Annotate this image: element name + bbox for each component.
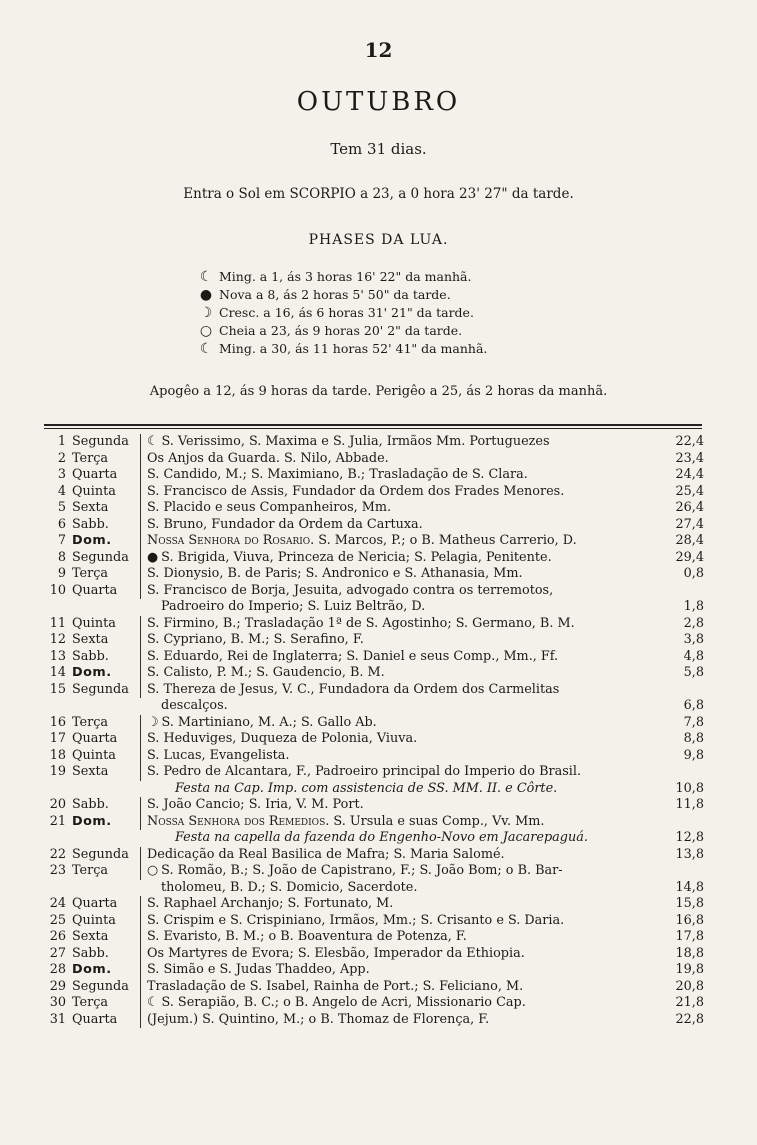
saint-line: S. Martiniano, M. A.; S. Gallo Ab.: [161, 714, 377, 730]
weekday: Sexta: [70, 500, 141, 517]
weekday: Quarta: [70, 583, 141, 600]
saint-line: S. Pedro de Alcantara, F., Padroeiro principal do Imperio do Brasil.: [147, 764, 582, 779]
moon-phase-icon: ●: [199, 287, 213, 303]
moon-age: 27,4: [675, 516, 704, 532]
calendar-table: [44, 434, 704, 1028]
saint-text: [141, 731, 660, 748]
table-row: [44, 962, 704, 979]
table-row: [44, 847, 704, 864]
moon-age: 12,8: [675, 830, 704, 845]
saint-text: [141, 451, 660, 468]
saint-line: S. Bruno, Fundador da Ordem da Cartuxa.: [147, 516, 423, 532]
saint-text: [141, 847, 660, 864]
saint-line: S. Crispim e S. Crispiniano, Irmãos, Mm.; S. Crisanto e S. Daria.: [147, 912, 565, 928]
moon-phases-list: [196, 268, 576, 358]
moon-phase-icon: ☾: [199, 341, 213, 357]
weekday: Dom.: [70, 665, 141, 682]
saint-text: [141, 566, 660, 583]
table-row: [44, 484, 704, 501]
weekday: Sabb.: [70, 946, 141, 963]
phase-row: [196, 286, 576, 304]
table-row: [44, 434, 704, 451]
table-row: [44, 731, 704, 748]
saint-line: S. Calisto, P. M.; S. Gaudencio, B. M.: [147, 665, 385, 680]
table-row: [44, 929, 704, 946]
weekday: Segunda: [70, 550, 141, 567]
moon-age: 9,8: [683, 747, 704, 763]
day-number: 13: [49, 648, 66, 664]
day-number: 6: [57, 516, 66, 532]
day-number: 25: [49, 912, 66, 928]
feast-title: Nossa Senhora dos Remedios.: [147, 813, 330, 829]
weekday: Sexta: [70, 764, 141, 781]
day-number: 3: [57, 467, 66, 482]
moon-age: 2,8: [683, 615, 704, 631]
saint-text: [141, 764, 660, 797]
saint-line: S. Simão e S. Judas Thaddeo, App.: [147, 962, 370, 977]
day-number: 30: [49, 995, 66, 1010]
day-number: 12: [49, 632, 66, 647]
feast-title: Nossa Senhora do Rosario.: [147, 533, 315, 548]
day-number: 5: [57, 500, 66, 515]
sun-entry: Entra o Sol em SCORPIO a 23, a 0 hora 23' 27" da tarde.: [183, 186, 574, 202]
saint-text: [141, 797, 660, 814]
saint-line: S. Marcos, P.; o B. Matheus Carrerio, D.: [314, 533, 577, 548]
saint-text: [141, 616, 660, 633]
moon-age: 3,8: [683, 632, 704, 647]
day-number: 31: [49, 1011, 66, 1027]
moon-phase-icon: ☾: [199, 269, 213, 285]
table-row: [44, 616, 704, 633]
moon-phase-icon: ☽: [147, 714, 159, 730]
moon-phase-icon: ○: [199, 323, 213, 339]
weekday: Sabb.: [70, 517, 141, 534]
weekday: Sabb.: [70, 797, 141, 814]
divider: [44, 424, 702, 426]
table-row: [44, 583, 704, 616]
phase-row: [196, 340, 576, 358]
saint-line: Trasladação de S. Isabel, Rainha de Port.; S. Feliciano, M.: [147, 978, 524, 994]
saint-text: [141, 715, 660, 732]
phase-row: [196, 304, 576, 322]
saint-text: [141, 434, 660, 451]
table-row: [44, 517, 704, 534]
phase-text: Cresc. a 16, ás 6 horas 31' 21" da tarde.: [219, 305, 474, 320]
saint-text: [141, 665, 660, 682]
saint-text: [141, 533, 660, 550]
feast-note: Festa na capella da fazenda do Engenho-Novo em Jacarepaguá.: [175, 830, 588, 845]
day-number: 2: [57, 450, 66, 466]
moon-age: 25,4: [675, 483, 704, 499]
subtitle: Tem 31 dias.: [330, 140, 427, 158]
day-number: 4: [57, 483, 66, 499]
table-row: [44, 979, 704, 996]
saint-line: Os Anjos da Guarda. S. Nilo, Abbade.: [147, 450, 389, 466]
weekday: Segunda: [70, 434, 141, 451]
saint-text: [141, 500, 660, 517]
weekday: Dom.: [70, 962, 141, 979]
moon-age: 28,4: [675, 533, 704, 548]
saint-line: S. Raphael Archanjo; S. Fortunato, M.: [147, 896, 394, 911]
day-number: 16: [49, 714, 66, 730]
weekday: Dom.: [70, 814, 141, 831]
saint-text: [141, 467, 660, 484]
saint-line: S. Evaristo, B. M.; o B. Boaventura de Potenza, F.: [147, 929, 467, 944]
moon-age: 7,8: [683, 714, 704, 730]
saint-line: S. Placido e seus Companheiros, Mm.: [147, 500, 392, 515]
table-row: [44, 995, 704, 1012]
moon-age: 6,8: [683, 698, 704, 713]
weekday: Quinta: [70, 616, 141, 633]
saint-text: [141, 583, 660, 616]
phase-row: [196, 322, 576, 340]
day-number: 15: [49, 681, 66, 697]
day-number: 20: [49, 797, 66, 812]
weekday: Terça: [70, 715, 141, 732]
day-number: 10: [49, 582, 66, 598]
table-row: [44, 946, 704, 963]
table-row: [44, 682, 704, 715]
weekday: Sexta: [70, 929, 141, 946]
saint-text: [141, 995, 660, 1012]
page-title: OUTUBRO: [296, 87, 461, 117]
saint-line: S. Dionysio, B. de Paris; S. Andronico e S. Athanasia, Mm.: [147, 566, 523, 581]
saint-text: [141, 946, 660, 963]
moon-age: 14,8: [675, 879, 704, 895]
saint-line: S. Verissimo, S. Maxima e S. Julia, Irmãos Mm. Portuguezes: [161, 434, 550, 449]
moon-age: 22,8: [675, 1011, 704, 1027]
moon-age: 15,8: [675, 896, 704, 911]
moon-age: 23,4: [675, 450, 704, 466]
day-number: 19: [49, 764, 66, 779]
weekday: Terça: [70, 451, 141, 468]
moon-age: 1,8: [683, 599, 704, 614]
moon-age: 29,4: [675, 549, 704, 565]
phase-row: [196, 268, 576, 286]
weekday: Quarta: [70, 1012, 141, 1029]
day-number: 9: [57, 566, 66, 581]
day-number: 27: [49, 945, 66, 961]
moon-age: 20,8: [675, 978, 704, 994]
day-number: 7: [57, 533, 66, 548]
moon-age: 5,8: [683, 665, 704, 680]
saint-text: [141, 484, 660, 501]
weekday: Segunda: [70, 682, 141, 699]
table-row: [44, 797, 704, 814]
table-row: [44, 665, 704, 682]
moon-age: 19,8: [675, 962, 704, 977]
saint-line: S. Romão, B.; S. João de Capistrano, F.; S. João Bom; o B. Bar-: [161, 863, 563, 878]
saint-line: S. Serapião, B. C.; o B. Angelo de Acri, Missionario Cap.: [161, 995, 526, 1010]
saint-text: [141, 517, 660, 534]
moon-age: 21,8: [675, 995, 704, 1010]
moon-age: 11,8: [675, 797, 704, 812]
saint-line: S. Candido, M.; S. Maximiano, B.; Trasladação de S. Clara.: [147, 467, 528, 482]
table-row: [44, 764, 704, 797]
day-number: 22: [49, 846, 66, 862]
table-row: [44, 533, 704, 550]
moon-phase-icon: ☾: [147, 434, 159, 449]
table-row: [44, 913, 704, 930]
day-number: 8: [57, 549, 66, 565]
saint-line: S. João Cancio; S. Iria, V. M. Port.: [147, 797, 364, 812]
table-row: [44, 632, 704, 649]
day-number: 29: [49, 978, 66, 994]
moon-phase-icon: ●: [147, 549, 159, 565]
saint-line: S. Lucas, Evangelista.: [147, 747, 290, 763]
moon-age: 10,8: [675, 780, 704, 796]
phase-text: Nova a 8, ás 2 horas 5' 50" da tarde.: [219, 287, 451, 302]
moon-age: 0,8: [683, 566, 704, 581]
table-row: [44, 814, 704, 847]
day-number: 23: [49, 863, 66, 878]
saint-line: S. Firmino, B.; Trasladação 1ª de S. Agostinho; S. Germano, B. M.: [147, 615, 575, 631]
weekday: Quarta: [70, 896, 141, 913]
table-row: [44, 748, 704, 765]
feast-note: Festa na Cap. Imp. com assistencia de SS. MM. II. e Côrte.: [175, 780, 558, 796]
saint-text: [141, 748, 660, 765]
table-row: [44, 500, 704, 517]
day-number: 21: [49, 813, 66, 829]
saint-text: [141, 863, 660, 896]
moon-age: 24,4: [675, 467, 704, 482]
day-number: 24: [49, 896, 66, 911]
weekday: Quinta: [70, 913, 141, 930]
saint-text: [141, 632, 660, 649]
saint-text: [141, 962, 660, 979]
day-number: 28: [49, 962, 66, 977]
weekday: Quinta: [70, 484, 141, 501]
saint-text: [141, 896, 660, 913]
saint-line: S. Ursula e suas Comp., Vv. Mm.: [329, 813, 545, 829]
apogee-perigee: Apogêo a 12, ás 9 horas da tarde. Perigêo a 25, ás 2 horas da manhã.: [149, 384, 608, 399]
saint-line: (Jejum.) S. Quintino, M.; o B. Thomaz de Florença, F.: [147, 1011, 490, 1027]
saint-text: [141, 814, 660, 847]
table-row: [44, 896, 704, 913]
day-number: 11: [49, 615, 66, 631]
moon-age: 16,8: [675, 912, 704, 928]
day-number: 26: [49, 929, 66, 944]
saint-text: [141, 929, 660, 946]
moon-phase-icon: ☽: [199, 305, 213, 321]
weekday: Terça: [70, 863, 141, 880]
page-number: 12: [364, 38, 393, 62]
moon-phase-icon: ☾: [147, 995, 159, 1010]
phase-text: Ming. a 30, ás 11 horas 52' 41" da manhã.: [219, 341, 488, 356]
table-row: [44, 715, 704, 732]
moon-age: 17,8: [675, 929, 704, 944]
day-number: 14: [49, 665, 66, 680]
moon-age: 13,8: [675, 846, 704, 862]
weekday: Segunda: [70, 979, 141, 996]
saint-line: S. Thereza de Jesus, V. C., Fundadora da Ordem dos Carmelitas: [147, 681, 560, 697]
weekday: Terça: [70, 995, 141, 1012]
moon-age: 8,8: [683, 731, 704, 746]
saint-continuation: descalços.: [161, 698, 228, 713]
weekday: Sabb.: [70, 649, 141, 666]
moon-phase-icon: ○: [147, 863, 159, 878]
phase-text: Ming. a 1, ás 3 horas 16' 22" da manhã.: [219, 269, 472, 284]
day-number: 17: [49, 731, 66, 746]
saint-line: Dedicação da Real Basilica de Mafra; S. Maria Salomé.: [147, 846, 505, 862]
table-row: [44, 451, 704, 468]
saint-line: S. Brigida, Viuva, Princeza de Nericia; S. Pelagia, Penitente.: [161, 549, 552, 565]
table-row: [44, 467, 704, 484]
phases-heading: PHASES DA LUA.: [308, 232, 449, 248]
weekday: Segunda: [70, 847, 141, 864]
saint-continuation: tholomeu, B. D.; S. Domicio, Sacerdote.: [161, 879, 418, 895]
moon-age: 18,8: [675, 945, 704, 961]
saint-text: [141, 550, 660, 567]
moon-age: 4,8: [683, 648, 704, 664]
saint-line: S. Eduardo, Rei de Inglaterra; S. Daniel e seus Comp., Mm., Ff.: [147, 648, 559, 664]
weekday: Dom.: [70, 533, 141, 550]
weekday: Quarta: [70, 731, 141, 748]
day-number: 1: [57, 434, 66, 449]
phase-text: Cheia a 23, ás 9 horas 20' 2" da tarde.: [219, 323, 463, 338]
saint-line: S. Francisco de Assis, Fundador da Ordem dos Frades Menores.: [147, 483, 565, 499]
table-row: [44, 863, 704, 896]
saint-text: [141, 1012, 660, 1029]
saint-line: S. Cypriano, B. M.; S. Serafino, F.: [147, 632, 364, 647]
saint-text: [141, 682, 660, 715]
weekday: Terça: [70, 566, 141, 583]
table-row: [44, 566, 704, 583]
divider: [44, 428, 702, 429]
weekday: Quarta: [70, 467, 141, 484]
saint-text: [141, 649, 660, 666]
saint-continuation: Padroeiro do Imperio; S. Luiz Beltrão, D.: [161, 599, 426, 614]
moon-age: 22,4: [675, 434, 704, 449]
weekday: Quinta: [70, 748, 141, 765]
table-row: [44, 550, 704, 567]
day-number: 18: [49, 747, 66, 763]
saint-line: S. Francisco de Borja, Jesuita, advogado contra os terremotos,: [147, 582, 554, 598]
saint-line: S. Heduviges, Duqueza de Polonia, Viuva.: [147, 731, 418, 746]
table-row: [44, 649, 704, 666]
saint-text: [141, 979, 660, 996]
weekday: Sexta: [70, 632, 141, 649]
moon-age: 26,4: [675, 500, 704, 515]
saint-line: Os Martyres de Evora; S. Elesbão, Imperador da Ethiopia.: [147, 945, 525, 961]
table-row: [44, 1012, 704, 1029]
saint-text: [141, 913, 660, 930]
